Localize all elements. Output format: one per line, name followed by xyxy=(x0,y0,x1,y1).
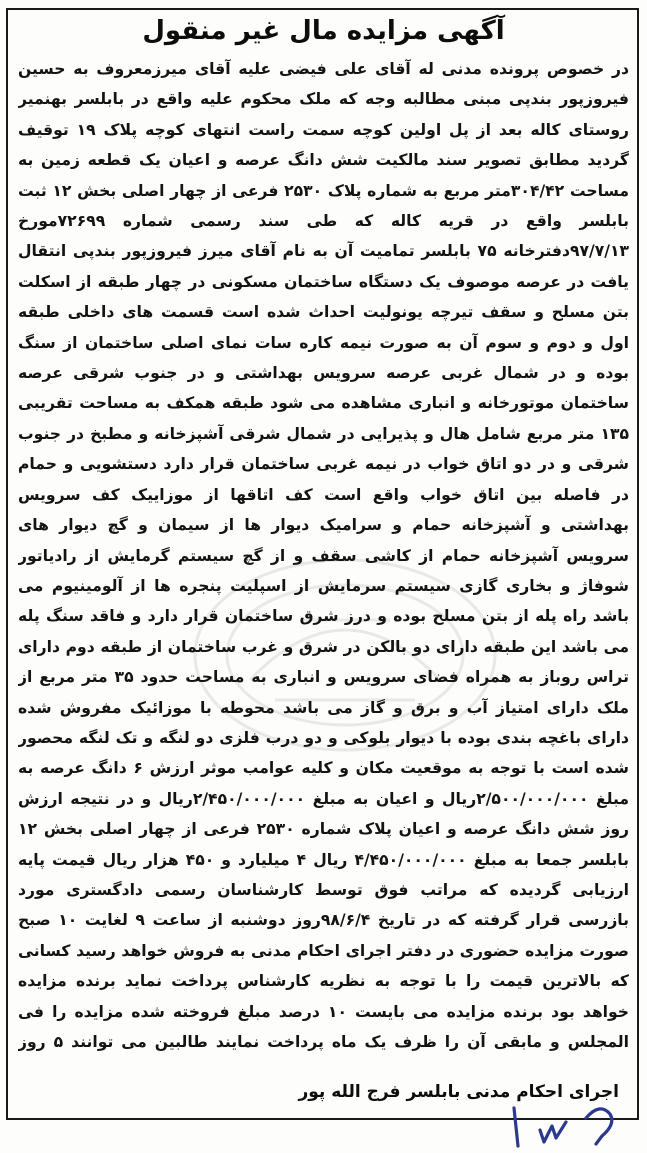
handwritten-number xyxy=(500,1100,630,1150)
notice-title: آگهی مزایده مال غیر منقول xyxy=(142,16,505,46)
notice-body: در خصوص پرونده مدنی له آقای علی فیضی علیه آقای میرزمعروف به حسین فیروزپور بندپی مبنی مطالبه وجه که ملک محکوم علیه واقع در بابلسر بهنمیر روستای کاله بعد از پل اولین کوچه سمت راست انتهای کوچه پلاک ۱۹ توقیف گردید مطابق تصویر سند مالکیت شش دانگ عرصه و اعیان یک قطعه زمین به مساحت ۳۰۴/۴۲متر مربع به شماره پلاک ۲۵۳۰ فرعی از چهار اصلی بخش ۱۲ ثبت بابلسر واقع در قریه کاله که طی سند رسمی شماره ۷۲۶۹۹مورخ ۹۷/۷/۱۳دفترخانه ۷۵ بابلسر تمامیت آن به نام آقای میرز فیروزپور بندپی انتقال یافت در عرصه موصوف یک دستگاه ساختمان مسکونی در چهار طبقه از اسکلت بتن مسلح و سقف تیرچه یونولیت احداث شده است قسمت های داخلی طبقه اول و دوم و سوم آن به صورت نیمه کاره سات نمای اصلی ساختمان از سنگ بوده و در شمال غربی عرصه سرویس بهداشتی و در جنوب شرقی عرصه ساختمان موتورخانه و انباری مشاهده می شود طبقه همکف به مساحت تقریبی ۱۳۵ متر مربع شامل هال و پذیرایی در شمال شرقی آشپزخانه و مطبخ در جنوب شرقی و در دو اتاق خواب در نیمه غربی ساختمان قرار دارد دستشویی و حمام در فاصله بین اتاق خواب واقع است کف اتاقها از موزاییک کف سرویس بهداشتی و آشپزخانه حمام و سرامیک دیوار ها از سیمان و گچ دیوار های سرویس آشپزخانه حمام از کاشی سقف و از گچ سیستم گرمایش از رادیاتور شوفاژ و بخاری گازی سیستم سرمایش از اسپلیت پنجره ها از آلومینیوم می باشد راه پله از بتن مسلح بوده و درز شرق ساختمان قرار دارد و فاقد سنگ پله می باشد این طبقه دارای دو بالکن در شرق و غرب ساختمان از طبقه دوم دارای تراس روباز به همراه فضای سرویس و انباری به مساحت حدود ۳۵ متر مربع از ملک دارای امتیاز آب و برق و گاز می باشد محوطه با موزائیک مفروش شده دارای باغچه بندی بوده با دیوار بلوکی و دو درب فلزی دو لنگه و تک لنگه محصور شده است با توجه به موقعیت مکان و کلیه عوامب موثر ارزش ۶ دانگ عرصه به مبلغ ۲/۵۰۰/۰۰۰/۰۰۰ریال و اعیان به مبلغ ۲/۴۵۰/۰۰۰/۰۰۰ریال و در نتیجه ارزش روز شش دانگ عرصه و اعیان پلاک شماره ۲۵۳۰ فرعی از چهار اصلی بخش ۱۲ بابلسر جمعا به مبلغ ۴/۴۵۰/۰۰۰/۰۰۰ ریال ۴ میلیارد و ۴۵۰ هزار ریال قیمت پایه ارزیابی گردیده که مراتب فوق توسط کارشناسان رسمی دادگستری مورد بازرسی قرار گرفته که در تاریخ ۹۸/۶/۴روز دوشنبه از ساعت ۹ لغایت ۱۰ صبح صورت مزایده حضوری در دفتر اجرای احکام مدنی به فروش خواهد رسید کسانی که بالاترین قیمت را با توجه به نظریه کارشناس پرداخت نماید برنده مزایده خواهد بود برنده مزایده می بایست ۱۰ درصد مبلغ فروخته شده مزایده را فی المجلس و مابقی آن را ظرف یک ماه پرداخت نمایند طالبین می توانند ۵ روز xyxy=(18,60,629,1051)
notice-signature: اجرای احکام مدنی بابلسر فرج الله پور xyxy=(298,1082,619,1102)
